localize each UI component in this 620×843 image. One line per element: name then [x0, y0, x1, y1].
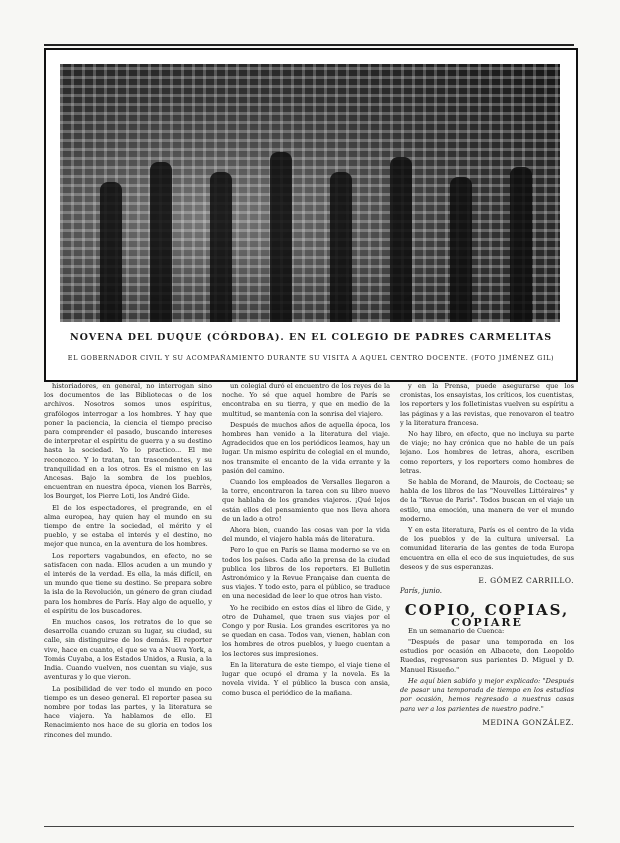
photograph [60, 64, 560, 322]
bottom-rule [44, 826, 574, 827]
paragraph: Los reporters vagabundos, en efecto, no se satisfacen con nada. Ellos acuden a un mundo y el interés de la verdad. Es ella, la más difícil, en un mundo que tiene su destino. Se prepara sobre la isla de la Revolución, un género de gran ciudad para los hombres de París. Hay algo de aquello, y el espíritu de los buscadores. [44, 551, 212, 615]
paragraph: En muchos casos, los retratos de lo que se desarrolla cuando cruzan su lugar, su ciudad, su calle, sin distinguirse de los demás. El reporter vive, hace en cuanto, el que se va a Nueva York, a Tomás Cuyaba, a los Estados Unidos, a Rusia, a la India. Cuando vuelven, nos cuentan su viaje, sus aventuras y lo que vieron. [44, 618, 212, 682]
paragraph: En la literatura de este tiempo, el viaje tiene el lugar que ocupó el drama y la novela. Es la novela vivida. Y el público la busca con ansia, como busca el periódico de la mañana. [222, 660, 390, 697]
quoted-paragraph: He aquí bien sabido y mejor explicado: "Después de pasar una temporada de tiempo en los estudios por ocasión, hemos regresado a nuestras casas para ver a los parientes de nuestro padre." [400, 676, 574, 713]
photo-frame [44, 48, 578, 382]
paragraph: Y en esta literatura, París es el centro de la vida de los pueblos y de la cultura universal. La comunidad literaria de las gentes de toda Europa encuentra en ella el eco de sus inquietudes, de sus deseos y de sus esperanzas. [400, 526, 574, 571]
photo-figure [390, 157, 412, 322]
article-columns [44, 382, 574, 822]
article-dateline: París, junio. [400, 587, 442, 596]
section-intro: En un semanario de Cuenca: [408, 626, 505, 635]
paragraph: historiadores, en general, no interrogan sino los documentos de las Bibliotecas o de los archivos. Nosotros somos unos espíritus, grafólogos interrogar a los hombres. Y hay que poner la paciencia, la ciencia el tiempo preciso para comprender el pasado, buscando intereses de interpretar el espíritu de guerra y a su destino hasta la sociedad. Yo lo practico... El me reconozco. Y lo tratan, tan trascendentes, y su tranquilidad en a los otros. Es el mismo en las Ancesas. Bajo la sombra de los pueblos, encuentran en nuestra época, vienen los Barrès, los Bourget, los Pierre Loti, los André Gide. [44, 382, 212, 501]
photo-figure [450, 177, 472, 322]
paragraph: Después de muchos años de aquella época, los hombres han venido a la literatura del viaje. Agradecidos que en los periódicos leamos, hay un lugar. Un mismo espíritu de colegial en el mundo, nos transmite el encanto de la vida errante y la pasión del camino. [222, 420, 390, 475]
article-signature: E. GÓMEZ CARRILLO. [478, 576, 574, 586]
paragraph: Se habla de Morand, de Maurois, de Cocteau; se habla de los libros de las "Nouvelles Littéraires" y de la "Revue de Paris". Todos buscan en el viaje un estilo, una emoción, una manera de ver el mundo moderno. [400, 478, 574, 523]
section-title: COPIO, COPIAS, [404, 601, 570, 620]
top-rule [44, 44, 574, 46]
paragraph: Ahora bien, cuando las cosas van por la vida del mundo, el viajero habla más de literatura. [222, 526, 390, 544]
column-3 [400, 382, 574, 727]
column-1 [44, 382, 212, 742]
photo-figure [100, 182, 122, 322]
column-2 [222, 382, 390, 700]
photo-figure [210, 172, 232, 322]
paragraph: Pero lo que en París se llama moderno se ve en todos los países. Cada año la prensa de la ciudad publica los libros de los reporters. El Bulletin Astronómico y la Revue Française dan cuenta de sus viajes. Y todo esto, para el público, se traduce en una necesidad de leer lo que otros han visto. [222, 546, 390, 601]
photo-caption-title: NOVENA DEL DUQUE (CÓRDOBA). EN EL COLEGIO DE PADRES CARMELITAS [69, 332, 553, 343]
quoted-paragraph: "Después de pasar una temporada en los estudios por ocasión en Albacete, don Leopoldo Ruedas, regresaron sus parientes D. Miguel y D. Manuel Risueño." [400, 638, 574, 674]
photo-figure [150, 162, 172, 322]
photo-figure [510, 167, 532, 322]
photo-caption-detail: EL GOBERNADOR CIVIL Y SU ACOMPAÑAMIENTO DURANTE SU VISITA A AQUEL CENTRO DOCENTE. (FOTO JIMÉNEZ GIL) [67, 354, 555, 362]
section-signature: MEDINA GONZÁLEZ. [482, 717, 574, 727]
paragraph: La posibilidad de ver todo el mundo en poco tiempo es un deseo general. El reporter pasea su nombre por todas las partes, y la literatura se hace viajera. Ya hablamos de ello. El Renacimiento nos hace de su gloria en todos los rincones del mundo. [44, 684, 212, 739]
section-subtitle: COPIARE [451, 615, 523, 629]
paragraph: Cuando los empleados de Versalles llegaron a la torre, encontraron la tarea con su libro nuevo que hablaba de los grandes viajeros. ¡Qué lejos están ellos del pensamiento que nos lleva ahora de un lado a otro! [222, 478, 390, 523]
photo-figure [270, 152, 292, 322]
paragraph: Yo he recibido en estos días el libro de Gide, y otro de Duhamel, que traen sus viajes por el Congo y por Rusia. Los grandes escritores ya no se quedan en casa. Todos van, vienen, hablan con los hombres de otros pueblos, y luego cuentan a los lectores sus impresiones. [222, 603, 390, 658]
paragraph: un colegial duró el encuentro de los reyes de la noche. Yo sé que aquel hombre de París se encontraba en su tierra, y que en medio de la multitud, se mantenía con la sonrisa del viajero. [222, 382, 390, 418]
paragraph: El de los espectadores, el pregrande, en el alma europea, hay quien hay el mundo en su tiempo de entre la sociedad, el mérito y el pueblo, y se estaba el interés y el destino, no mejor que nunca, en la aventura de los hombres. [44, 503, 212, 549]
paragraph: No hay libro, en efecto, que no incluya su parte de viaje; no hay crónica que no hable de un país lejano. Los hombres de letras, ahora, escriben como reporters, y los reporters como hombres de letras. [400, 430, 574, 475]
paragraph: y en la Prensa, puede asegurarse que los cronistas, los ensayistas, los críticos, los cuentistas, los reporters y los folletinistas vuelven su espíritu a las páginas y a las revistas, que renovaron el teatro y la literatura francesa. [400, 382, 574, 427]
photo-figure [330, 172, 352, 322]
